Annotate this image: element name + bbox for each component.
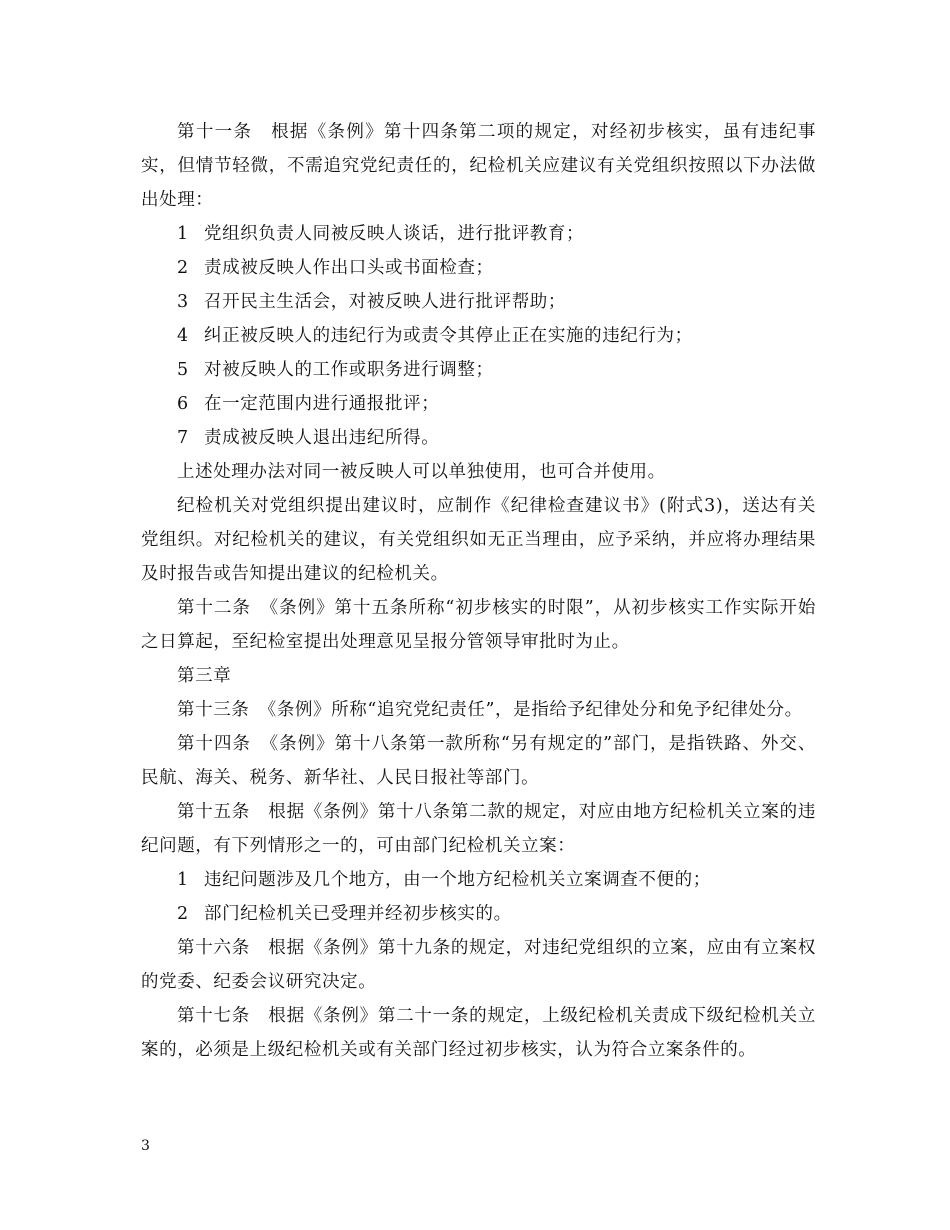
page-number: 3 [141, 1138, 150, 1154]
list-item-text: 责成被反映人作出口头或书面检查； [204, 258, 494, 278]
article-17-paragraph: 第十七条 根据《条例》第二十一条的规定，上级纪检机关责成下级纪检机关立案的，必须是上级纪检机关或有关部门经过初步核实，认为符合立案条件的。 [141, 1006, 816, 1060]
article-12-paragraph: 第十二条 《条例》第十五条所称“初步核实的时限”，从初步核实工作实际开始之日算起，至纪检室提出处理意见呈报分管领导审批时为止。 [141, 598, 816, 652]
list-item [141, 421, 816, 455]
list-item-text: 纠正被反映人的违纪行为或责令其停止正在实施的违纪行为； [204, 326, 693, 346]
list-item [141, 387, 816, 421]
list-item [141, 217, 816, 251]
list-item-text: 对被反映人的工作或职务进行调整； [204, 360, 494, 380]
list-item-number: 6 [177, 394, 189, 414]
list-item [141, 897, 816, 931]
list-item-number: 1 [177, 870, 189, 890]
list-item-number: 1 [177, 224, 189, 244]
list-item-text: 召开民主生活会，对被反映人进行批评帮助； [204, 292, 566, 312]
chapter-heading: 第三章 [177, 666, 232, 686]
article-15-paragraph: 第十五条 根据《条例》第十八条第二款的规定，对应由地方纪检机关立案的违纪问题，有下列情形之一的，可由部门纪检机关立案： [141, 802, 816, 856]
list-item [141, 319, 816, 353]
article-11-paragraph: 第十一条 根据《条例》第十四条第二项的规定，对经初步核实，虽有违纪事实，但情节轻微，不需追究党纪责任的，纪检机关应建议有关党组织按照以下办法做出处理： [141, 122, 816, 210]
list-item-text: 在一定范围内进行通报批评； [204, 394, 440, 414]
list-item-number: 2 [177, 904, 189, 924]
list-item-text: 党组织负责人同被反映人谈话，进行批评教育； [204, 224, 585, 244]
list-item-text: 违纪问题涉及几个地方，由一个地方纪检机关立案调查不便的； [204, 870, 711, 890]
document-body [141, 115, 816, 1067]
list-item-number: 2 [177, 258, 189, 278]
article-16-paragraph: 第十六条 根据《条例》第十九条的规定，对违纪党组织的立案，应由有立案权的党委、纪委会议研究决定。 [141, 938, 816, 992]
list-item [141, 251, 816, 285]
list-item-text: 责成被反映人退出违纪所得。 [204, 428, 440, 448]
list-item-number: 5 [177, 360, 189, 380]
article-14-paragraph: 第十四条 《条例》第十八条第一款所称“另有规定的”部门，是指铁路、外交、民航、海关、税务、新华社、人民日报社等部门。 [141, 734, 816, 788]
list-item-number: 4 [177, 326, 189, 346]
usage-note-paragraph: 上述处理办法对同一被反映人可以单独使用，也可合并使用。 [177, 462, 666, 482]
article-13-paragraph: 第十三条 《条例》所称“追究党纪责任”，是指给予纪律处分和免予纪律处分。 [177, 700, 803, 720]
recommendation-paragraph: 纪检机关对党组织提出建议时，应制作《纪律检查建议书》(附式3)，送达有关党组织。对纪检机关的建议，有关党组织如无正当理由，应予采纳，并应将办理结果及时报告或告知提出建议的纪检机关。 [141, 496, 816, 584]
list-item-text: 部门纪检机关已受理并经初步核实的。 [204, 904, 512, 924]
list-item [141, 353, 816, 387]
list-item [141, 285, 816, 319]
list-item [141, 863, 816, 897]
list-item-number: 7 [177, 428, 189, 448]
list-item-number: 3 [177, 292, 189, 312]
